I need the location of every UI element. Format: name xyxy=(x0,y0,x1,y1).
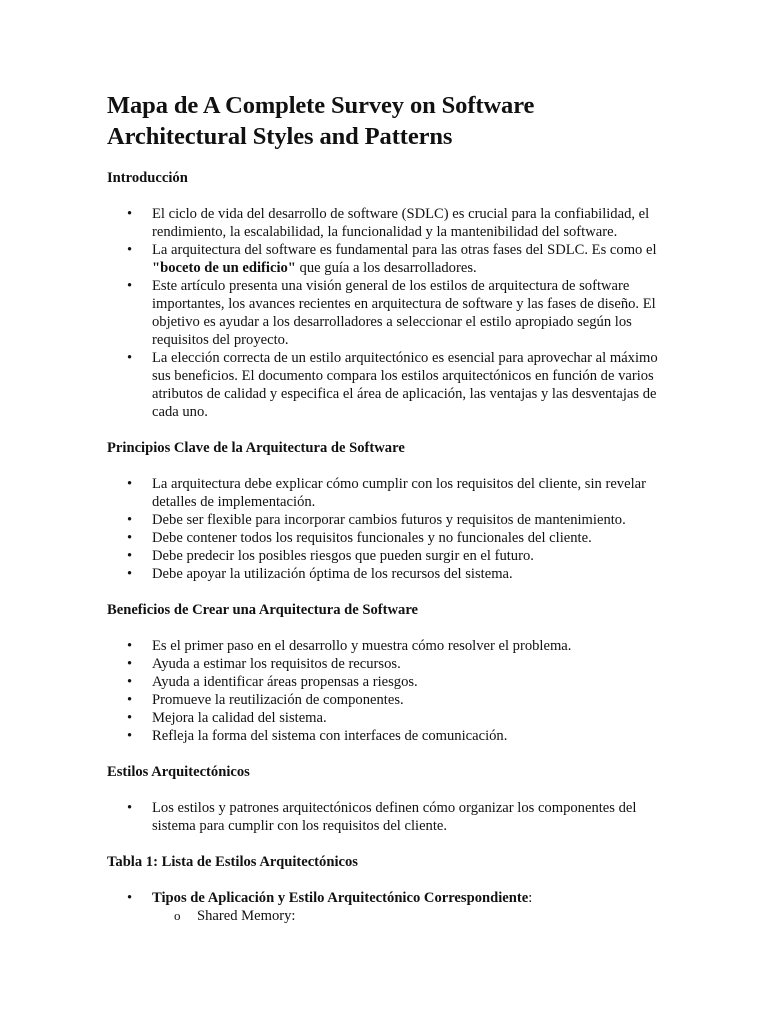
section-heading-estilos: Estilos Arquitectónicos xyxy=(107,764,250,780)
list-item: • Los estilos y patrones arquitectónicos definen cómo organizar los componentes del sistema para cumplir con los requisitos del cliente. xyxy=(107,799,667,835)
list-item: • La arquitectura debe explicar cómo cumplir con los requisitos del cliente, sin revelar detalles de implementación. xyxy=(107,475,667,511)
list-item: • La arquitectura del software es fundamental para las otras fases del SDLC. Es como el "boceto de un edificio" que guía a los desarrolladores. xyxy=(107,241,667,277)
list-item: • Debe predecir los posibles riesgos que pueden surgir en el futuro. xyxy=(107,547,667,565)
list-item: • Es el primer paso en el desarrollo y muestra cómo resolver el problema. xyxy=(107,637,667,655)
section-heading-beneficios: Beneficios de Crear una Arquitectura de Software xyxy=(107,602,419,618)
list-item: • La elección correcta de un estilo arquitectónico es esencial para aprovechar al máximo sus beneficios. El documento compara los estilos arquitectónicos en función de varios atributos de calidad y especifica el área de aplicación, las ventajas y las desventajas de cada uno. xyxy=(107,349,667,421)
bullet-list-principios xyxy=(107,475,667,583)
list-item: • El ciclo de vida del desarrollo de software (SDLC) es crucial para la confiabilidad, el rendimiento, la escalabilidad, la funcionalidad y la mantenibilidad del software. xyxy=(107,205,667,241)
document-page xyxy=(107,90,667,943)
bullet-list-estilos xyxy=(107,799,667,835)
list-item: • Este artículo presenta una visión general de los estilos de arquitectura de software importantes, los avances recientes en arquitectura de software y las fases de diseño. El objetivo es ayudar a los desarrolladores a seleccionar el estilo apropiado según los requisitos del proyecto. xyxy=(107,277,667,349)
section-heading-principios: Principios Clave de la Arquitectura de Software xyxy=(107,440,405,456)
list-item: • Tipos de Aplicación y Estilo Arquitectónico Correspondiente: o Shared Memory: xyxy=(107,889,667,925)
list-item: • Refleja la forma del sistema con interfaces de comunicación. xyxy=(107,727,667,745)
section-heading-tabla: Tabla 1: Lista de Estilos Arquitectónicos xyxy=(107,854,358,870)
list-item: • Mejora la calidad del sistema. xyxy=(107,709,667,727)
list-item: • Promueve la reutilización de componentes. xyxy=(107,691,667,709)
list-item: • Debe contener todos los requisitos funcionales y no funcionales del cliente. xyxy=(107,529,667,547)
bullet-list-tabla xyxy=(107,889,667,925)
bullet-list-beneficios xyxy=(107,637,667,745)
list-item: • Debe apoyar la utilización óptima de los recursos del sistema. xyxy=(107,565,667,583)
list-item: • Debe ser flexible para incorporar cambios futuros y requisitos de mantenimiento. xyxy=(107,511,667,529)
document-title: Mapa de A Complete Survey on Software Architectural Styles and Patterns xyxy=(107,92,535,150)
sub-list xyxy=(152,907,667,925)
section-heading-introduccion: Introducción xyxy=(107,170,188,186)
bold-phrase: "boceto de un edificio" xyxy=(152,260,296,276)
bold-phrase: Tipos de Aplicación y Estilo Arquitectónico Correspondiente xyxy=(152,890,529,906)
bullet-list-introduccion xyxy=(107,205,667,421)
list-item: • Ayuda a identificar áreas propensas a riesgos. xyxy=(107,673,667,691)
list-item: • Ayuda a estimar los requisitos de recursos. xyxy=(107,655,667,673)
sub-list-item: o Shared Memory: xyxy=(152,907,667,925)
